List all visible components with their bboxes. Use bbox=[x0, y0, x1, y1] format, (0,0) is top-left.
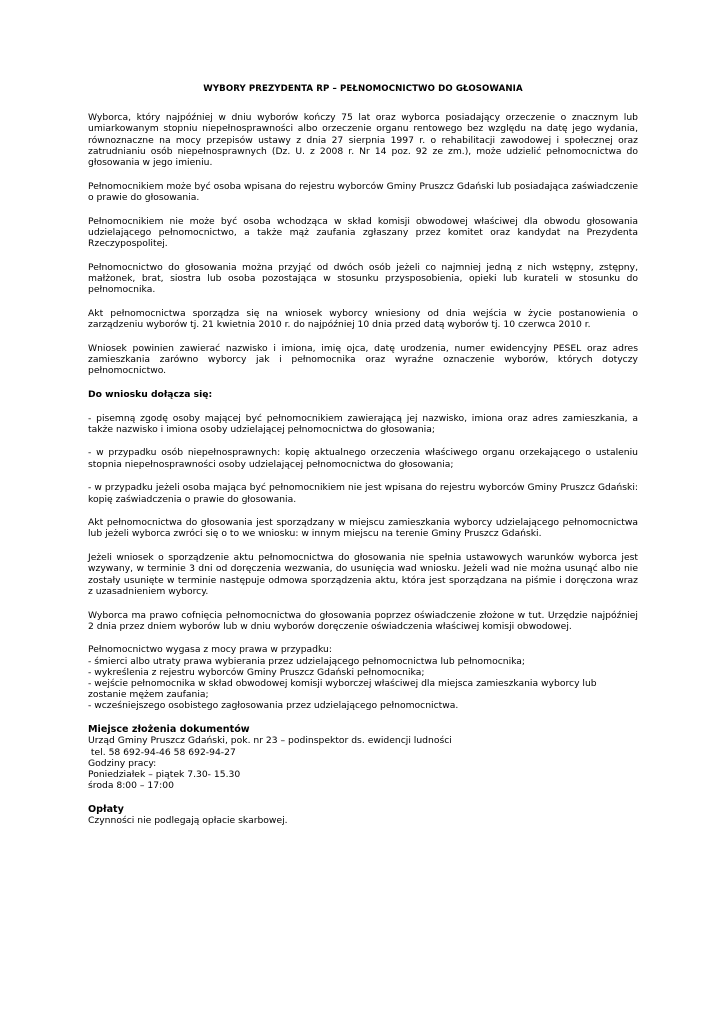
paragraph-proxy-exclusions: Pełnomocnikiem nie może być osoba wchodząca w skład komisji obwodowej właściwej dla obwodu głosowania udzielającego pełnomocnictwo, a także mąż zaufania zgłaszany przez komitet oraz kandydat na Prezydenta Rzeczypospolitej. bbox=[88, 215, 638, 250]
attachment-item: - w przypadku osób niepełnosprawnych: kopię aktualnego orzeczenia właściwego organu orzekającego o ustaleniu stopnia niepełnosprawności osoby udzielającej pełnomocnictwa do głosowania; bbox=[88, 447, 638, 470]
fees-section bbox=[88, 804, 638, 826]
expiry-section bbox=[88, 644, 638, 711]
location-line: tel. 58 692-94-46 58 692-94-27 bbox=[88, 746, 236, 758]
location-line: Urząd Gminy Pruszcz Gdański, pok. nr 23 – podinspektor ds. ewidencji ludności bbox=[88, 735, 452, 747]
paragraph-eligibility: Wyborca, który najpóźniej w dniu wyborów kończy 75 lat oraz wyborca posiadający orzeczenie o znacznym lub umiarkowanym stopniu niepełnosprawności albo orzeczenie organu rentowego bez względu na datę jego wydania, równoznaczne na mocy przepisów ustawy z dnia 27 sierpnia 1997 r. o rehabilitacji zawodowej i społecznej oraz zatrudnianiu osób niepełnosprawnych (Dz. U. z 2008 r. Nr 14 poz. 92 ze zm.), może udzielić pełnomocnictwa do głosowania w jego imieniu. bbox=[88, 112, 638, 169]
paragraph-place-of-act: Akt pełnomocnictwa do głosowania jest sporządzany w miejscu zamieszkania wyborcy udzielającego pełnomocnictwa lub jeżeli wyborca zwróci się o to we wniosku: w innym miejscu na terenie Gminy Pruszcz Gdański. bbox=[88, 517, 638, 540]
attachment-item: - w przypadku jeżeli osoba mająca być pełnomocnikiem nie jest wpisana do rejestru wyborców Gminy Pruszcz Gdański: kopię zaświadczenia o prawie do głosowania. bbox=[88, 482, 638, 505]
expiry-intro: Pełnomocnictwo wygasa z mocy prawa w przypadku: bbox=[88, 644, 332, 656]
expiry-item: - wykreślenia z rejestru wyborców Gminy Pruszcz Gdański pełnomocnika; bbox=[88, 666, 425, 678]
paragraph-defects: Jeżeli wniosek o sporządzenie aktu pełnomocnictwa do głosowania nie spełnia ustawowych warunków wyborca jest wzywany, w terminie 3 dni od doręczenia wezwania, do usunięcia wad wniosku. Jeżeli wad nie można usunąć albo nie zostały usunięte w terminie następuje odmowa sporządzenia aktu, która jest sporządzana na piśmie i doręczona wraz z uzasadnieniem wyborcy. bbox=[88, 552, 638, 597]
paragraph-revocation: Wyborca ma prawo cofnięcia pełnomocnictwa do głosowania poprzez oświadczenie złożone w tut. Urzędzie najpóźniej 2 dnia przez dniem wyborów lub w dniu wyborów doręczenie oświadczenia właściwej komisji obwodowej. bbox=[88, 609, 638, 632]
attachment-item: - pisemną zgodę osoby mającej być pełnomocnikiem zawierającą jej nazwisko, imiona oraz adres zamieszkania, a także nazwisko i imiona osoby udzielającej pełnomocnictwa do głosowania; bbox=[88, 412, 638, 435]
paragraph-proxy-limit: Pełnomocnictwo do głosowania można przyjąć od dwóch osób jeżeli co najmniej jedną z nich wstępny, zstępny, małżonek, brat, siostra lub osoba pozostająca w stosunku przysposobienia, opieki lub kurateli w stosunku do pełnomocnika. bbox=[88, 261, 638, 296]
paragraph-application-content: Wniosek powinien zawierać nazwisko i imiona, imię ojca, datę urodzenia, numer ewidencyjny PESEL oraz adres zamieszkania zarówno wyborcy jak i pełnomocnika oraz wyraźne oznaczenie wyborów, których dotyczy pełnomocnictwo. bbox=[88, 342, 638, 377]
document-page bbox=[88, 84, 638, 839]
paragraph-deadline: Akt pełnomocnictwa sporządza się na wniosek wyborcy wniesiony od dnia wejścia w życie postanowienia o zarządzeniu wyborów tj. 21 kwietnia 2010 r. do najpóźniej 10 dnia przed datą wyborów tj. 10 czerwca 2010 r. bbox=[88, 307, 638, 331]
location-section bbox=[88, 724, 638, 791]
expiry-item: - wcześniejszego osobistego zagłosowania przez udzielającego pełnomocnictwa. bbox=[88, 700, 459, 712]
document-title: WYBORY PREZYDENTA RP – PEŁNOMOCNICTWO DO GŁOSOWANIA bbox=[203, 84, 523, 94]
location-heading: Miejsce złożenia dokumentów bbox=[88, 724, 250, 736]
expiry-item: - wejście pełnomocnika w skład obwodowej komisji wyborczej właściwej dla miejsca zamieszkania wyborcy lub zostanie mężem zaufania; bbox=[88, 678, 597, 701]
fees-heading: Opłaty bbox=[88, 803, 124, 815]
attachments-heading: Do wniosku dołącza się: bbox=[88, 388, 213, 400]
location-line: Poniedziałek – piątek 7.30- 15.30 bbox=[88, 768, 241, 780]
location-line: środa 8:00 – 17:00 bbox=[88, 780, 174, 792]
expiry-item: - śmierci albo utraty prawa wybierania przez udzielającego pełnomocnictwa lub pełnomocnika; bbox=[88, 655, 526, 667]
fees-text: Czynności nie podlegają opłacie skarbowej. bbox=[88, 815, 288, 827]
location-line: Godziny pracy: bbox=[88, 757, 157, 769]
paragraph-proxy-who: Pełnomocnikiem może być osoba wpisana do rejestru wyborców Gminy Pruszcz Gdański lub posiadająca zaświadczenie o prawie do głosowania. bbox=[88, 180, 638, 203]
